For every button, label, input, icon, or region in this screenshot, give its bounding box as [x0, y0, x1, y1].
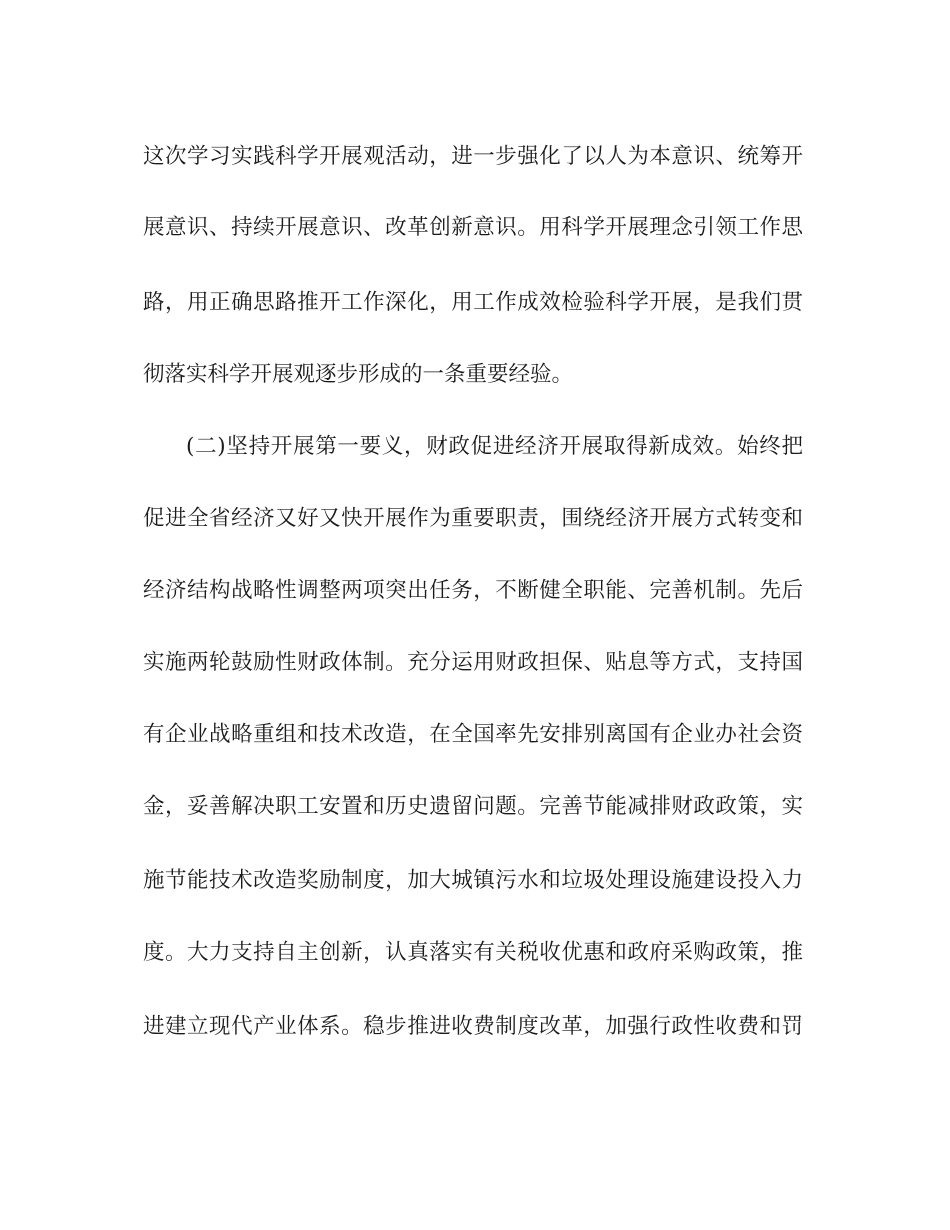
text-line: 路，用正确思路推开工作深化，用工作成效检验科学开展，是我们贯 — [143, 290, 803, 315]
text-line: 彻落实科学开展观逐步形成的一条重要经验。 — [143, 362, 574, 387]
text-line: 金，妥善解决职工安置和历史遗留问题。完善节能减排财政政策，实 — [143, 794, 803, 819]
text-line: 进建立现代产业体系。稳步推进收费制度改革，加强行政性收费和罚 — [143, 1014, 803, 1039]
text-line: 这次学习实践科学开展观活动，进一步强化了以人为本意识、统筹开 — [143, 144, 803, 169]
text-line: 实施两轮鼓励性财政体制。充分运用财政担保、贴息等方式，支持国 — [143, 650, 803, 675]
text-line: 展意识、持续开展意识、改革创新意识。用科学开展理念引领工作思 — [143, 215, 803, 240]
text-line: 施节能技术改造奖励制度，加大城镇污水和垃圾处理设施建设投入力 — [143, 868, 803, 893]
text-line: (二)坚持开展第一要义，财政促进经济开展取得新成效。始终把 — [186, 434, 803, 459]
text-line: 度。大力支持自主创新，认真落实有关税收优惠和政府采购政策，推 — [143, 940, 803, 965]
text-line: 有企业战略重组和技术改造，在全国率先安排别离国有企业办社会资 — [143, 722, 803, 747]
text-line: 促进全省经济又好又快开展作为重要职责，围绕经济开展方式转变和 — [143, 506, 803, 531]
text-line: 经济结构战略性调整两项突出任务，不断健全职能、完善机制。先后 — [143, 578, 803, 603]
